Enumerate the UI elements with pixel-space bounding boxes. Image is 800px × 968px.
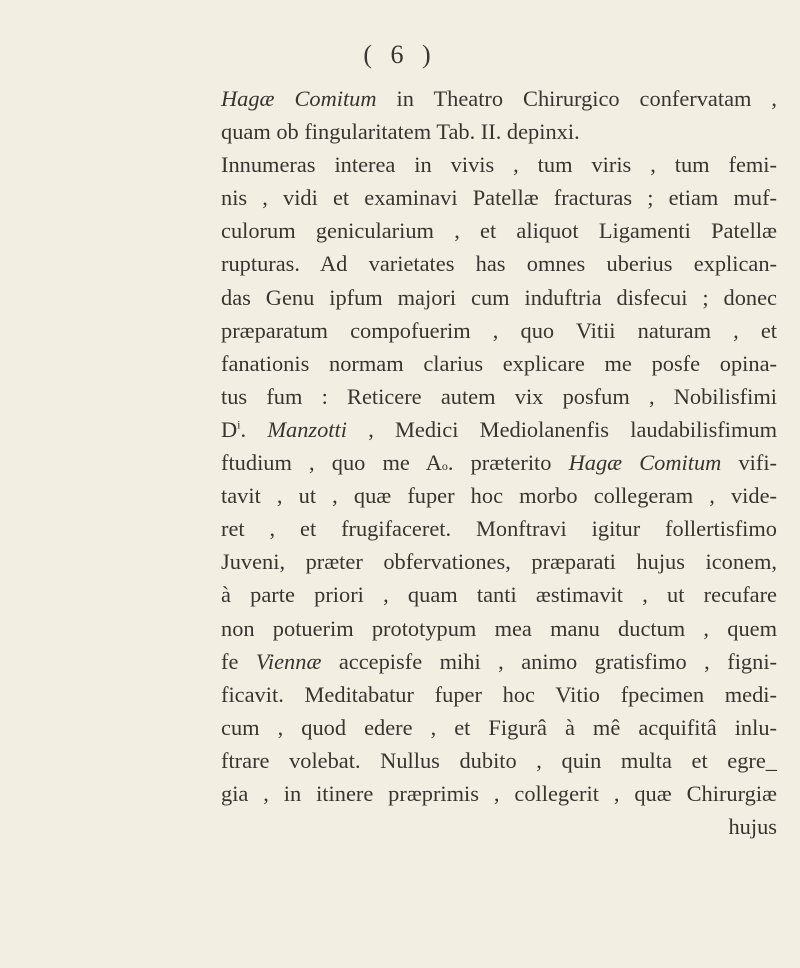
- text-run: Innumeras interea in vivis , tum viris , tum femi-: [221, 152, 777, 178]
- text-run: à parte priori , quam tanti æstimavit , ut recufare: [221, 582, 777, 608]
- text-line: [221, 512, 777, 545]
- text-run: cum , quod edere , et Figurâ à mê acquifitâ inlu-: [221, 714, 777, 740]
- text-run: nis , vidi et examinavi Patellæ fracturas ; etiam muf-: [221, 185, 777, 211]
- catchword: [221, 810, 777, 843]
- text-run: ftrare volebat. Nullus dubito , quin multa et egre_: [221, 747, 777, 773]
- text-run: culorum genicularium , et aliquot Ligamenti Patellæ: [221, 218, 777, 244]
- text-line: [221, 578, 777, 611]
- text-line: [221, 479, 777, 512]
- text-line: [221, 777, 777, 810]
- text-run: fe: [221, 648, 256, 674]
- italic-text: Manzotti: [267, 416, 347, 442]
- italic-text: Hagæ Comitum: [221, 86, 377, 111]
- text-line: [221, 314, 777, 347]
- text-line: [221, 347, 777, 380]
- text-line: [221, 413, 777, 446]
- text-line: [221, 446, 777, 479]
- text-run: ftudium , quo me A: [221, 450, 442, 476]
- text-run: D: [221, 416, 238, 442]
- text-run: ret , et frugifaceret. Monftravi igitur follertisfimo: [221, 516, 777, 542]
- text-run: rupturas. Ad varietates has omnes uberius explican-: [221, 251, 777, 277]
- text-run: ficavit. Meditabatur fuper hoc Vitio fpecimen medi-: [221, 681, 777, 707]
- text-line: [221, 744, 777, 777]
- text-line: [221, 82, 777, 115]
- text-line: [221, 214, 777, 247]
- text-run: gia , in itinere præprimis , collegerit , quæ Chirurgiæ: [221, 780, 777, 806]
- text-run: accepisfe mihi , animo gratisfimo , figni-: [321, 648, 777, 674]
- text-run: præparatum compofuerim , quo Vitii naturam , et: [221, 317, 777, 343]
- text-run: tus fum : Reticere autem vix posfum , Nobilisfimi: [221, 383, 777, 409]
- page-number: ( 6 ): [363, 40, 437, 69]
- italic-text: Hagæ Comitum: [568, 450, 722, 476]
- text-line: [221, 148, 777, 181]
- text-run: quam ob fingularitatem Tab. II. depinxi.: [221, 119, 580, 145]
- text-run: , Medici Mediolanenfis laudabilisfimum: [346, 416, 777, 442]
- text-line: [221, 645, 777, 678]
- text-run: fanationis normam clarius explicare me posfe opina-: [221, 350, 777, 376]
- text-line: [221, 545, 777, 578]
- text-run: .: [240, 416, 268, 442]
- italic-text: Viennæ: [255, 648, 322, 674]
- text-line: [221, 181, 777, 214]
- text-run: tavit , ut , quæ fuper hoc morbo collegeram , vide-: [221, 483, 777, 509]
- text-run: non potuerim prototypum mea manu ductum , quem: [221, 615, 777, 641]
- text-line: [221, 380, 777, 413]
- text-line: [221, 612, 777, 645]
- text-line: [221, 247, 777, 280]
- text-run: . præterito: [447, 450, 569, 476]
- text-run: in Theatro Chirurgico confervatam ,: [376, 86, 777, 111]
- text-run: i: [237, 417, 241, 432]
- text-run: vifi-: [721, 450, 778, 476]
- text-line: [221, 711, 777, 744]
- text-run: das Genu ipfum majori cum induftria disfecui ; donec: [221, 284, 777, 310]
- text-line: [221, 678, 777, 711]
- text-line: [221, 115, 777, 148]
- text-run: Juveni, præter obfervationes, præparati hujus iconem,: [221, 549, 777, 575]
- text-run: o: [441, 459, 448, 474]
- text-line: [221, 281, 777, 314]
- body-text: [221, 82, 777, 843]
- text-run: hujus: [728, 814, 777, 840]
